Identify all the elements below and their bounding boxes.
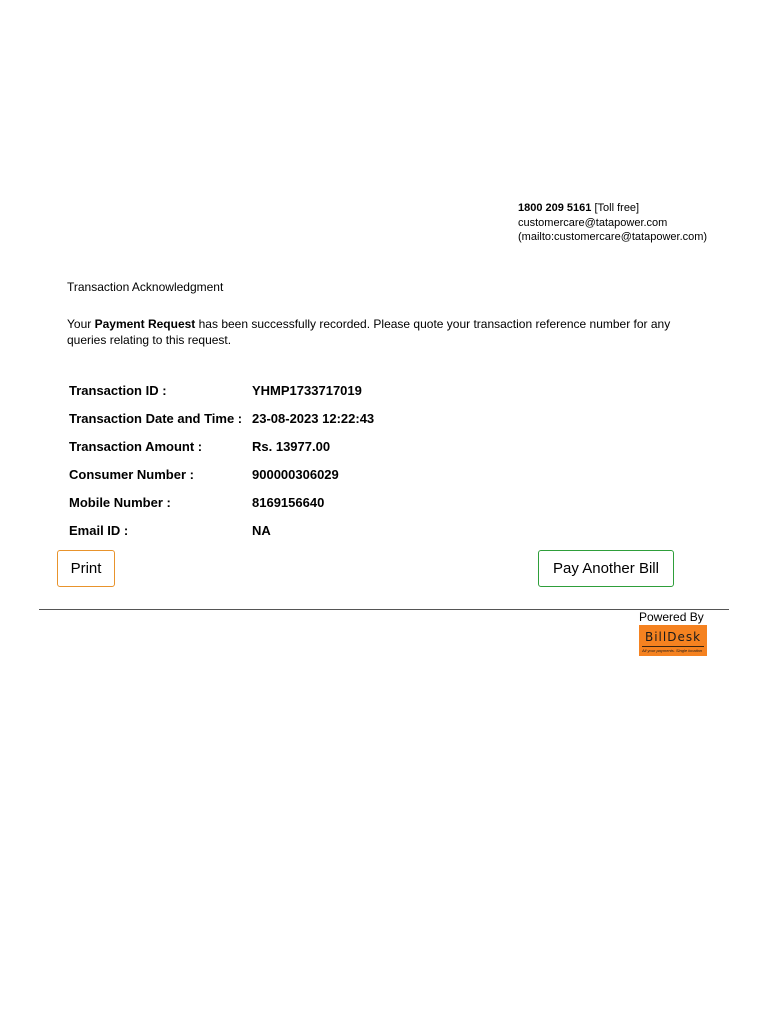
message-prefix: Your: [67, 317, 95, 331]
detail-label: Consumer Number :: [69, 466, 194, 482]
mobile-number-value: 8169156640: [252, 494, 325, 510]
detail-label: Transaction ID :: [69, 382, 167, 398]
email-id-row: [69, 516, 374, 544]
powered-by-label: Powered By: [639, 610, 704, 624]
message-highlight: Payment Request: [94, 317, 196, 331]
toll-free-number: 1800 209 5161: [518, 202, 592, 214]
detail-label: Transaction Amount :: [69, 438, 203, 454]
print-button[interactable]: Print: [57, 550, 115, 587]
billdesk-logo: [639, 625, 707, 656]
phone-line: [518, 201, 707, 216]
transaction-id-value: YHMP1733717019: [252, 382, 362, 398]
detail-label: Mobile Number :: [69, 494, 171, 510]
billdesk-logo-tagline: All your payments. Single location: [642, 648, 703, 653]
email-link[interactable]: customercare@tatapower.com: [518, 216, 668, 229]
message-suffix: has been successfully recorded. Please quote your transaction reference number for any queries relating to this request.: [67, 317, 671, 347]
detail-label: Transaction Date and Time :: [69, 410, 243, 426]
transaction-id-row: [69, 376, 374, 404]
email-id-value: NA: [252, 522, 271, 538]
consumer-number-row: [69, 460, 374, 488]
transaction-amount-value: Rs. 13977.00: [252, 438, 331, 454]
transaction-amount-row: [69, 432, 374, 460]
transaction-date-row: [69, 404, 374, 432]
pay-another-bill-button[interactable]: Pay Another Bill: [538, 550, 674, 587]
mobile-number-row: [69, 488, 374, 516]
contact-info: [518, 201, 707, 245]
consumer-number-value: 900000306029: [252, 466, 339, 482]
page-title: Transaction Acknowledgment: [67, 280, 224, 294]
toll-free-label: [Toll free]: [591, 202, 640, 214]
billdesk-logo-text: BillDesk: [642, 628, 704, 647]
footer-divider: [39, 609, 729, 610]
transaction-date-value: 23-08-2023 12:22:43: [252, 410, 375, 426]
mailto-link[interactable]: (mailto:customercare@tatapower.com): [518, 231, 708, 243]
transaction-details: [69, 376, 374, 544]
confirmation-message: [67, 316, 707, 348]
detail-label: Email ID :: [69, 522, 129, 538]
